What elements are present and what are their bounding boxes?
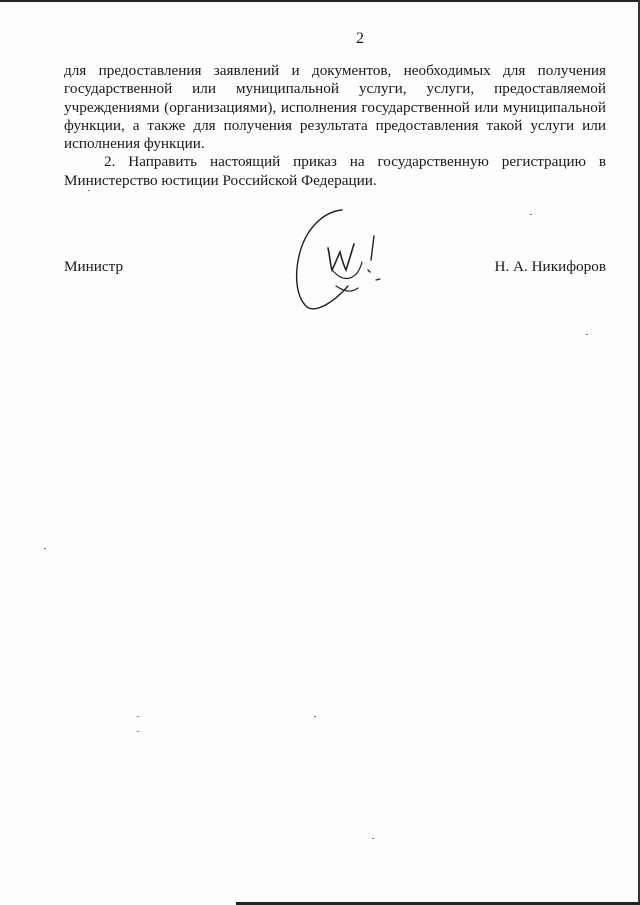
page-number: 2 bbox=[356, 30, 364, 47]
signer-name: Н. А. Никифоров bbox=[494, 258, 606, 275]
handwritten-signature bbox=[292, 200, 402, 316]
scan-speck bbox=[137, 716, 139, 717]
paragraph-continuation: для предоставления заявлений и документов, необходимых для получения государственной или муниципальной услуги, услуги, предоставляемой учреждениями (организациями), исполнения государственной или муниципальной функции, а также для получения результата предоставления такой услуги или исполнения функции. bbox=[64, 62, 606, 153]
scan-speck bbox=[88, 190, 90, 191]
scan-speck bbox=[137, 731, 139, 732]
paragraph-item-2: 2. Направить настоящий приказ на государственную регистрацию в Министерство юстиции Российской Федерации. bbox=[64, 153, 606, 189]
scan-speck bbox=[530, 214, 532, 215]
scan-top-edge bbox=[0, 0, 638, 2]
scan-speck bbox=[372, 838, 374, 839]
scan-speck bbox=[586, 334, 588, 335]
signer-position: Министр bbox=[64, 258, 124, 275]
document-body bbox=[64, 62, 606, 190]
scan-speck bbox=[44, 548, 46, 549]
scan-speck bbox=[314, 716, 316, 717]
